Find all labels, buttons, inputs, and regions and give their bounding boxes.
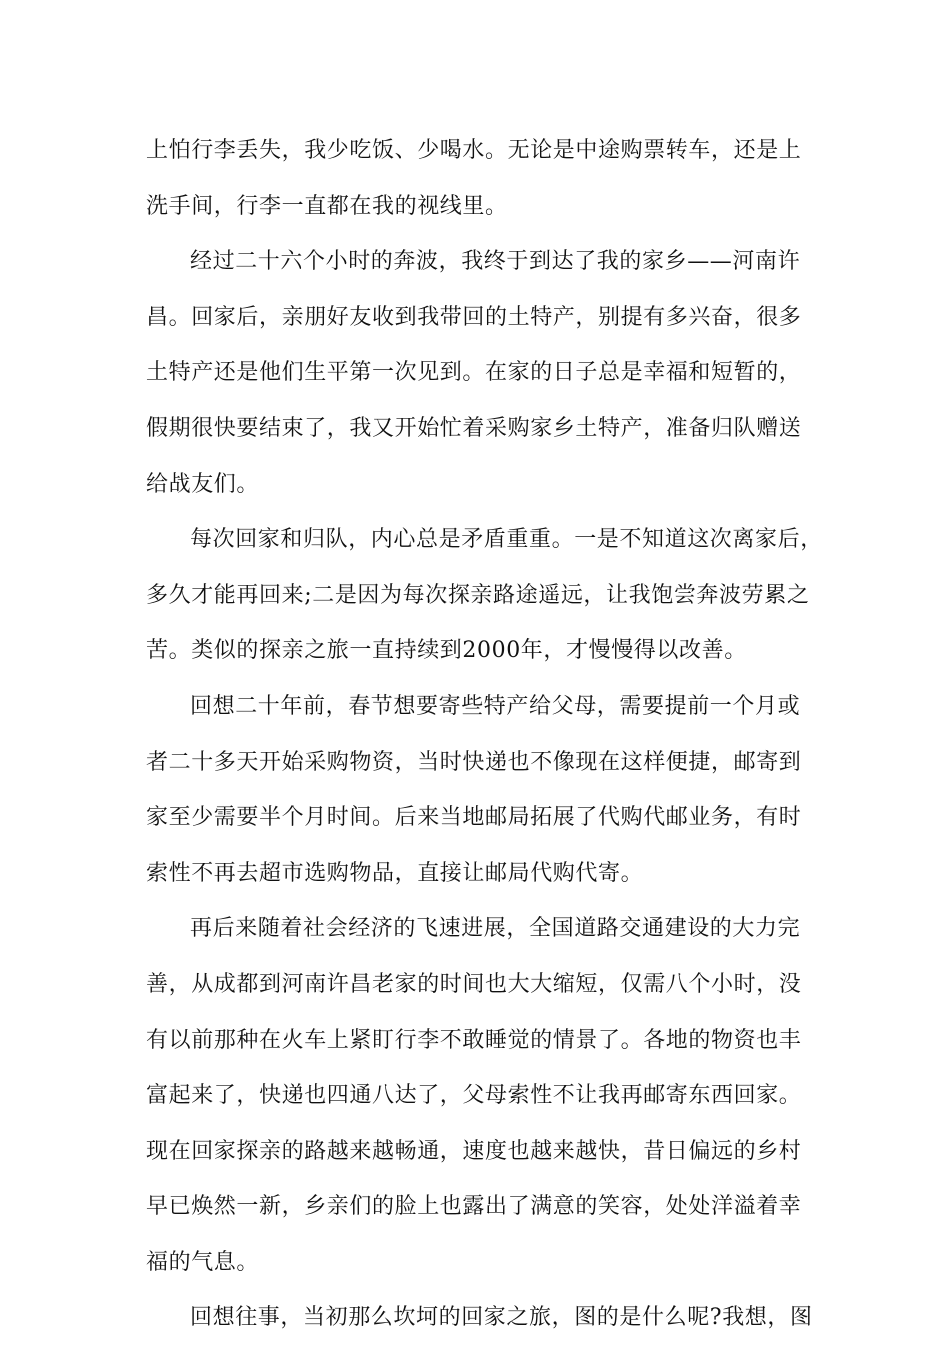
document-body — [146, 123, 823, 1346]
text-line: 经过二十六个小时的奔波，我终于到达了我的家乡——河南许 — [190, 249, 801, 275]
paragraph — [146, 123, 806, 234]
text-line: 早已焕然一新，乡亲们的脸上也露出了满意的笑容，处处洋溢着幸 — [146, 1194, 802, 1220]
text-line: 回想往事，当初那么坎坷的回家之旅，图的是什么呢?我想，图 — [190, 1305, 813, 1331]
text-line: 家至少需要半个月时间。后来当地邮局拓展了代购代邮业务，有时 — [146, 805, 802, 831]
paragraph — [146, 901, 806, 1290]
paragraph — [146, 1290, 813, 1346]
text-line: 富起来了，快递也四通八达了，父母索性不让我再邮寄东西回家。 — [146, 1083, 802, 1109]
text-line: 福的气息。 — [146, 1249, 260, 1275]
text-line: 多久才能再回来;二是因为每次探亲路途遥远，让我饱尝奔波劳累之 — [146, 582, 810, 608]
text-line: 有以前那种在火车上紧盯行李不敢睡觉的情景了。各地的物资也丰 — [146, 1027, 802, 1053]
text-line: 善，从成都到河南许昌老家的时间也大大缩短，仅需八个小时，没 — [146, 971, 802, 997]
text-line: 土特产还是他们生平第一次见到。在家的日子总是幸福和短暂的， — [146, 360, 802, 386]
text-line: 再后来随着社会经济的飞速进展，全国道路交通建设的大力完 — [190, 916, 801, 942]
text-line: 上怕行李丢失，我少吃饭、少喝水。无论是中途购票转车，还是上 — [146, 138, 802, 163]
text-line: 回想二十年前，春节想要寄些特产给父母，需要提前一个月或 — [190, 693, 801, 719]
text-line: 索性不再去超市选购物品，直接让邮局代购代寄。 — [146, 860, 644, 886]
text-line: 假期很快要结束了，我又开始忙着采购家乡土特产，准备归队赠送 — [146, 415, 802, 441]
text-line: 者二十多天开始采购物资，当时快递也不像现在这样便捷，邮寄到 — [146, 749, 802, 775]
text-line: 现在回家探亲的路越来越畅通，速度也越来越快，昔日偏远的乡村 — [146, 1138, 802, 1164]
paragraph — [146, 512, 823, 679]
text-line: 每次回家和归队，内心总是矛盾重重。一是不知道这次离家后， — [190, 527, 823, 553]
text-line: 洗手间，行李一直都在我的视线里。 — [146, 193, 508, 219]
paragraph — [146, 679, 806, 901]
text-line: 给战友们。 — [146, 471, 260, 497]
paragraph — [146, 234, 806, 512]
text-line: 昌。回家后，亲朋好友收到我带回的土特产，别提有多兴奋，很多 — [146, 304, 802, 330]
text-line: 苦。类似的探亲之旅一直持续到2000年，才慢慢得以改善。 — [146, 638, 747, 664]
